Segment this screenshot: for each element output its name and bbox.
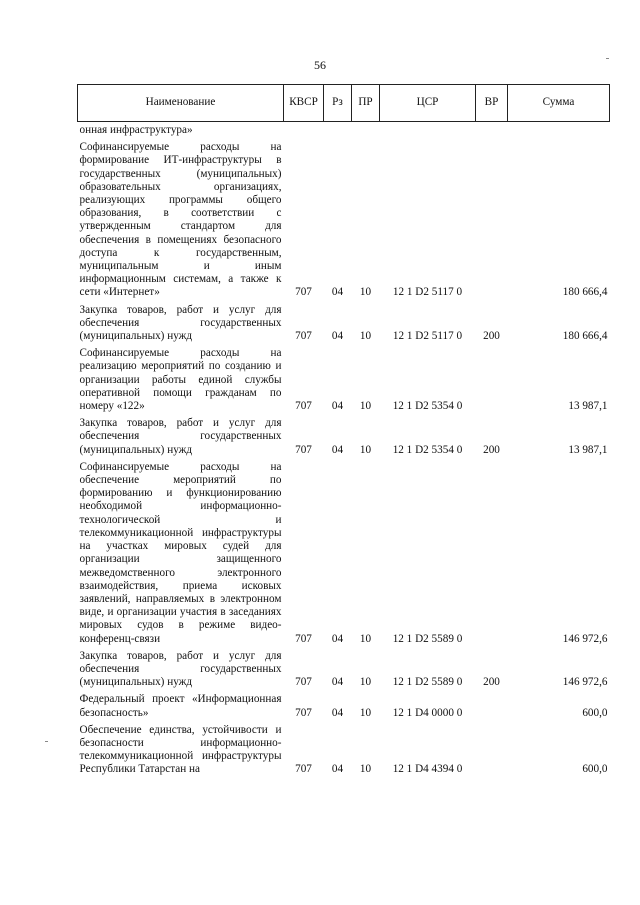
header-vr: ВР [476,85,508,122]
row-vr: 200 [483,330,500,343]
header-kvsr: КВСР [284,85,324,122]
row-rz [324,122,352,140]
row-sum: 13 987,1 [568,400,608,413]
table-row [78,345,610,415]
row-name-text: Закупка товаров, работ и услуг для обеспечения государственных (муниципальных) нужд [79,303,282,343]
row-name-text: Софинансируемые расходы на формирование ИТ-инфраструктуры в государственных (муниципальных) образовательных организациях, реализующих программы общего образования, в соответствии с утвержденным стандартом для обеспечения в помещениях безопасного доступа к государственным, муниципальным и иным информационным системам, а также к сети «Интернет» [79,141,282,299]
row-pr: 10 [359,400,372,413]
row-name [78,648,284,692]
row-pr: 10 [359,330,372,343]
row-name [78,459,284,648]
row-kvsr [284,122,324,140]
row-csr: 12 1 D2 5117 0 [392,286,463,299]
row-pr: 10 [359,763,372,776]
row-rz: 04 [331,632,344,645]
row-csr: 12 1 D2 5589 0 [392,676,463,689]
row-name-text: Софинансируемые расходы на реализацию мероприятий по созданию и организации работы единой службы оперативной помощи гражданам по номеру «122» [79,347,282,413]
row-csr: 12 1 D2 5354 0 [392,443,463,456]
table-row [78,459,610,648]
row-vr: 200 [483,443,500,456]
row-kvsr: 707 [295,400,312,413]
row-pr: 10 [359,443,372,456]
row-kvsr: 707 [295,286,312,299]
table-row [78,691,610,721]
row-vr [476,691,508,721]
row-name-text: онная инфраструктура» [79,124,193,136]
row-rz: 04 [331,400,344,413]
row-csr: 12 1 D2 5117 0 [392,330,463,343]
row-rz: 04 [331,330,344,343]
row-name-text: Закупка товаров, работ и услуг для обеспечения государственных (муниципальных) нужд [79,417,282,456]
table-row [78,139,610,301]
row-sum: 180 666,4 [562,286,608,299]
row-name-text: Закупка товаров, работ и услуг для обеспечения государственных (муниципальных) нужд [79,649,282,689]
table-row [78,302,610,346]
row-rz: 04 [331,763,344,776]
row-kvsr: 707 [295,443,312,456]
header-pr: ПР [352,85,380,122]
row-name-text: Софинансируемые расходы на обеспечение мероприятий по формированию и функционированию необходимой информационно-технологической и телекоммуникационной инфраструктуры на участках мировых судей для организации защищенного межведомственного электронного взаимодействия, приема исковых заявлений, направляемых в электронном виде, и организации участия в заседаниях мировых судов в режиме видео-конференц-связи [79,460,282,645]
row-rz: 04 [331,286,344,299]
row-vr [476,345,508,415]
row-sum: 146 972,6 [562,676,608,689]
row-kvsr: 707 [295,763,312,776]
table-body [78,122,610,779]
row-name [78,415,284,459]
row-kvsr: 707 [295,676,312,689]
row-vr [476,139,508,301]
row-vr [476,722,508,779]
row-vr [476,122,508,140]
row-csr: 12 1 D2 5354 0 [392,400,463,413]
row-kvsr: 707 [295,706,312,719]
table-row [78,722,610,779]
row-sum: 600,0 [582,706,608,719]
row-name [78,139,284,301]
row-sum: 13 987,1 [568,443,608,456]
row-name-text: Обеспечение единства, устойчивости и безопасности информационно-телекоммуникационной инфраструктуры Республики Татарстан на [79,723,282,776]
row-rz: 04 [331,443,344,456]
header-sum: Сумма [508,85,610,122]
row-rz: 04 [331,676,344,689]
row-csr: 12 1 D4 0000 0 [392,706,463,719]
row-name-text: Федеральный проект «Информационная безопасность» [79,693,282,719]
row-sum: 146 972,6 [562,632,608,645]
page-number: 56 [314,58,326,72]
row-sum [508,122,610,140]
table-row [78,122,610,140]
row-kvsr: 707 [295,330,312,343]
row-pr: 10 [359,676,372,689]
row-rz: 04 [331,706,344,719]
row-kvsr: 707 [295,632,312,645]
row-csr: 12 1 D4 4394 0 [392,763,463,776]
header-rz: Рз [324,85,352,122]
header-csr: ЦСР [380,85,476,122]
scan-speck [606,58,609,59]
row-pr [352,122,380,140]
row-name [78,722,284,779]
row-sum: 180 666,4 [562,330,608,343]
row-vr [476,459,508,648]
table-header-row [78,85,610,122]
row-name [78,691,284,721]
row-vr: 200 [483,676,500,689]
row-pr: 10 [359,706,372,719]
table-row [78,648,610,692]
row-csr: 12 1 D2 5589 0 [392,632,463,645]
row-csr [380,122,476,140]
row-pr: 10 [359,286,372,299]
budget-table [77,84,610,779]
row-pr: 10 [359,632,372,645]
row-name [78,122,284,140]
row-sum: 600,0 [582,763,608,776]
row-name [78,302,284,346]
row-name [78,345,284,415]
scan-speck [45,741,48,742]
header-name: Наименование [78,85,284,122]
table-row [78,415,610,459]
